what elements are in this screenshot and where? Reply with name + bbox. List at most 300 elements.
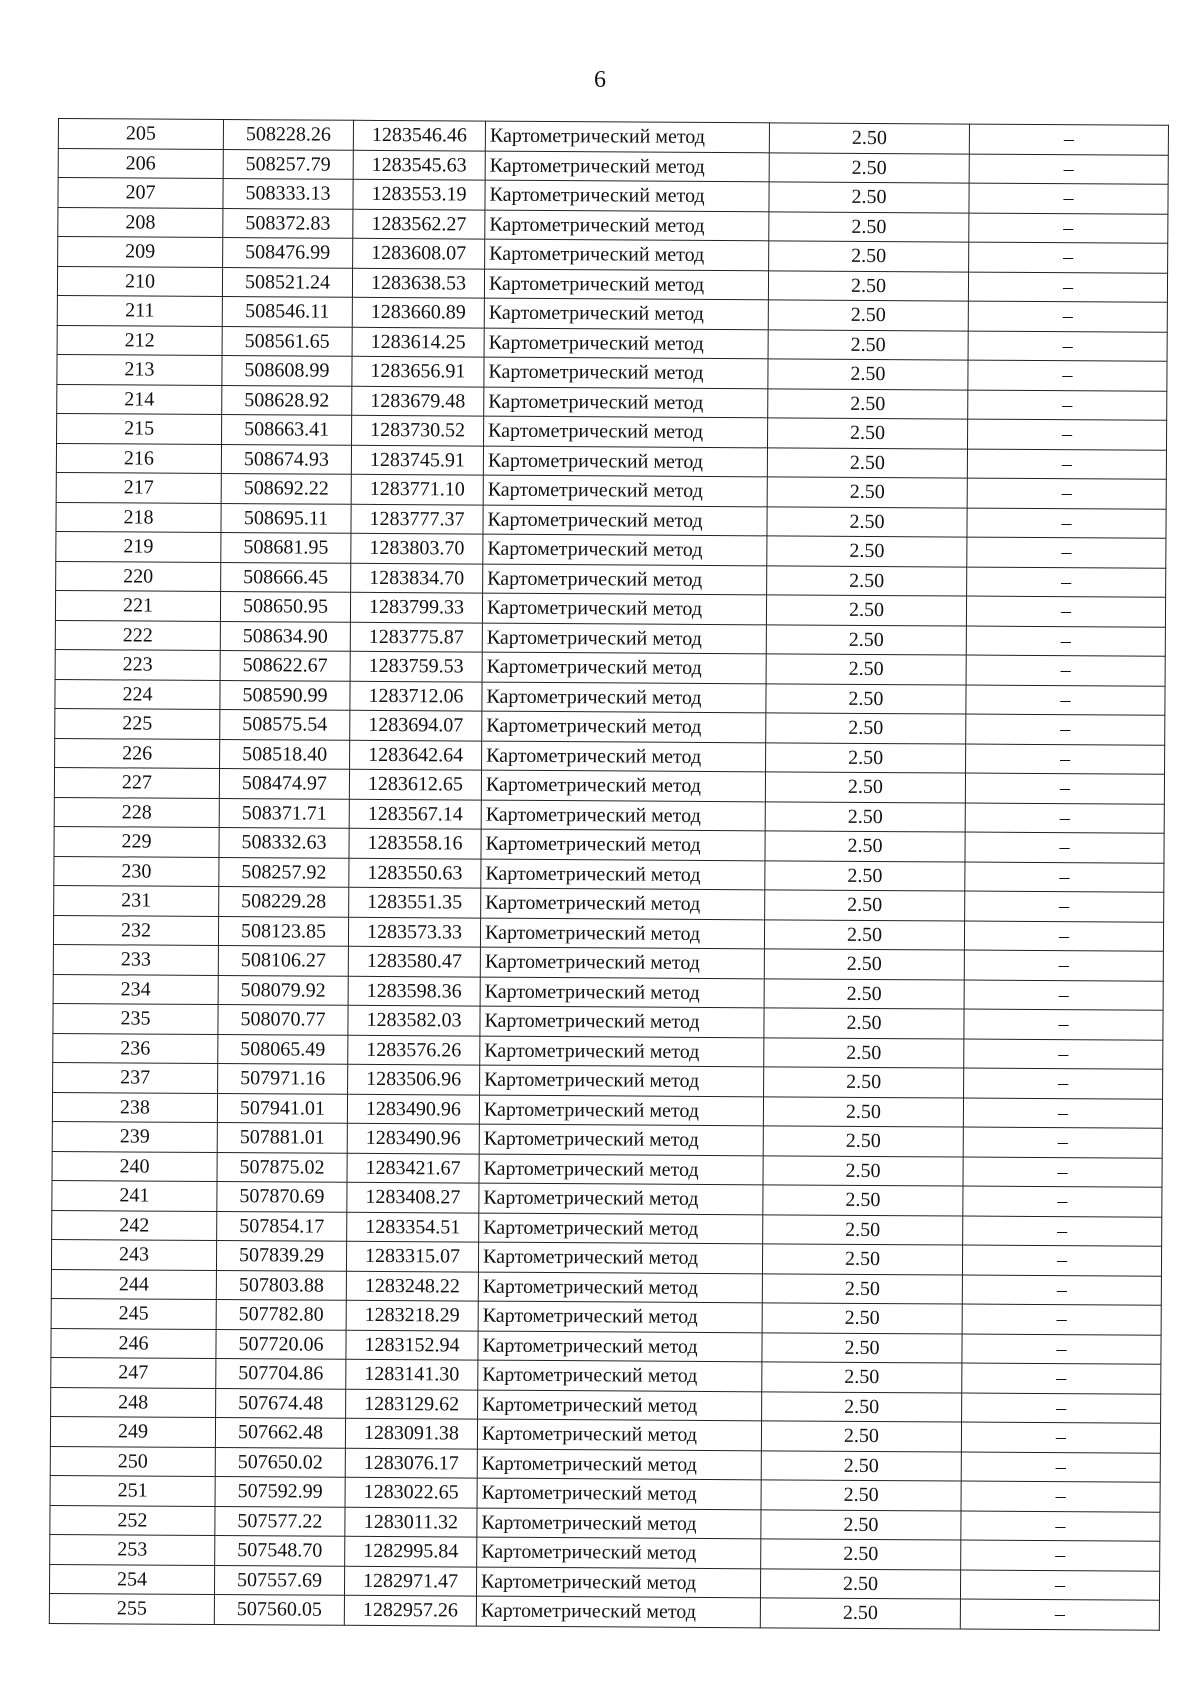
coordinate-x-cell: 508622.67 (220, 651, 350, 681)
coordinate-x-cell: 508333.13 (223, 179, 353, 209)
point-number-cell: 226 (55, 738, 220, 769)
description-cell: – (969, 124, 1168, 155)
accuracy-cell: 2.50 (761, 1421, 961, 1452)
accuracy-cell: 2.50 (766, 683, 966, 714)
point-number-cell: 225 (55, 708, 220, 739)
method-cell: Картометрический метод (479, 1183, 763, 1214)
coordinate-y-cell: 1283011.32 (345, 1507, 477, 1537)
coordinate-y-cell: 1283550.63 (349, 858, 481, 888)
point-number-cell: 214 (57, 384, 222, 415)
accuracy-cell: 2.50 (761, 1450, 961, 1481)
method-cell: Картометрический метод (479, 1124, 763, 1155)
method-cell: Картометрический метод (484, 328, 768, 359)
coordinate-x-cell: 507782.80 (216, 1299, 346, 1329)
coordinate-x-cell: 508634.90 (220, 621, 350, 651)
coordinate-x-cell: 507560.05 (214, 1594, 344, 1624)
description-cell: – (961, 1481, 1160, 1512)
point-number-cell: 243 (51, 1239, 216, 1270)
coordinate-y-cell: 1283315.07 (346, 1241, 478, 1271)
method-cell: Картометрический метод (484, 416, 768, 447)
description-cell: – (968, 331, 1167, 362)
accuracy-cell: 2.50 (764, 949, 964, 980)
coordinate-y-cell: 1283129.62 (346, 1389, 478, 1419)
coordinate-x-cell: 508608.99 (222, 356, 352, 386)
description-cell: – (963, 1098, 1162, 1129)
point-number-cell: 221 (55, 590, 220, 621)
description-cell: – (961, 1422, 1160, 1453)
point-number-cell: 247 (51, 1357, 216, 1388)
method-cell: Картометрический метод (479, 1154, 763, 1185)
coordinate-x-cell: 508692.22 (221, 474, 351, 504)
point-number-cell: 218 (56, 502, 221, 533)
coordinate-x-cell: 507674.48 (216, 1388, 346, 1418)
accuracy-cell: 2.50 (769, 182, 969, 213)
accuracy-cell: 2.50 (762, 1244, 962, 1275)
accuracy-cell: 2.50 (763, 1214, 963, 1245)
point-number-cell: 220 (56, 561, 221, 592)
accuracy-cell: 2.50 (766, 742, 966, 773)
coordinate-y-cell: 1283656.91 (352, 356, 484, 386)
accuracy-cell: 2.50 (768, 300, 968, 331)
description-cell: – (964, 921, 1163, 952)
point-number-cell: 236 (53, 1033, 218, 1064)
point-number-cell: 224 (55, 679, 220, 710)
description-cell: – (962, 1304, 1161, 1335)
description-cell: – (964, 1009, 1163, 1040)
description-cell: – (964, 1068, 1163, 1099)
table-row (49, 1593, 1159, 1629)
accuracy-cell: 2.50 (764, 919, 964, 950)
coordinate-x-cell: 508590.99 (220, 680, 350, 710)
accuracy-cell: 2.50 (762, 1362, 962, 1393)
point-number-cell: 217 (56, 472, 221, 503)
description-cell: – (969, 242, 1168, 273)
description-cell: – (963, 1216, 1162, 1247)
method-cell: Картометрический метод (477, 1449, 761, 1480)
coordinate-x-cell: 508257.92 (219, 857, 349, 887)
coordinate-y-cell: 1283694.07 (350, 710, 482, 740)
coordinate-x-cell: 507704.86 (216, 1358, 346, 1388)
point-number-cell: 231 (54, 885, 219, 916)
coordinate-x-cell: 507854.17 (217, 1211, 347, 1241)
coordinate-x-cell: 507650.02 (215, 1447, 345, 1477)
accuracy-cell: 2.50 (763, 1126, 963, 1157)
point-number-cell: 208 (58, 207, 223, 238)
description-cell: – (966, 714, 1165, 745)
description-cell: – (967, 419, 1166, 450)
point-number-cell: 238 (52, 1092, 217, 1123)
accuracy-cell: 2.50 (767, 565, 967, 596)
method-cell: Картометрический метод (476, 1596, 760, 1627)
method-cell: Картометрический метод (480, 1006, 764, 1037)
accuracy-cell: 2.50 (769, 211, 969, 242)
point-number-cell: 250 (50, 1446, 215, 1477)
method-cell: Картометрический метод (482, 652, 766, 683)
coordinate-y-cell: 1283573.33 (348, 917, 480, 947)
accuracy-cell: 2.50 (762, 1391, 962, 1422)
coordinate-x-cell: 508372.83 (223, 208, 353, 238)
coordinate-y-cell: 1283582.03 (348, 1005, 480, 1035)
description-cell: – (968, 272, 1167, 303)
coordinate-y-cell: 1283598.36 (348, 976, 480, 1006)
accuracy-cell: 2.50 (765, 801, 965, 832)
point-number-cell: 211 (57, 295, 222, 326)
coordinate-y-cell: 1283558.16 (349, 828, 481, 858)
accuracy-cell: 2.50 (763, 1185, 963, 1216)
point-number-cell: 233 (53, 944, 218, 975)
coordinate-y-cell: 1283546.46 (353, 120, 485, 150)
point-number-cell: 235 (53, 1003, 218, 1034)
point-number-cell: 249 (50, 1416, 215, 1447)
coordinate-x-cell: 508070.77 (218, 1004, 348, 1034)
coordinate-y-cell: 1283745.91 (351, 445, 483, 475)
accuracy-cell: 2.50 (762, 1273, 962, 1304)
coordinate-y-cell: 1283759.53 (350, 651, 482, 681)
description-cell: – (961, 1540, 1160, 1571)
coordinate-y-cell: 1283490.96 (347, 1094, 479, 1124)
description-cell: – (962, 1363, 1161, 1394)
coordinates-table (49, 118, 1169, 1630)
method-cell: Картометрический метод (485, 121, 769, 152)
accuracy-cell: 2.50 (761, 1509, 961, 1540)
coordinate-x-cell: 508561.65 (222, 326, 352, 356)
coordinate-x-cell: 507548.70 (215, 1535, 345, 1565)
description-cell: – (961, 1511, 1160, 1542)
description-cell: – (969, 183, 1168, 214)
description-cell: – (962, 1334, 1161, 1365)
accuracy-cell: 2.50 (765, 860, 965, 891)
method-cell: Картометрический метод (481, 859, 765, 890)
coordinate-y-cell: 1283091.38 (345, 1418, 477, 1448)
method-cell: Картометрический метод (478, 1272, 762, 1303)
coordinate-x-cell: 507839.29 (216, 1240, 346, 1270)
coordinate-y-cell: 1283218.29 (346, 1300, 478, 1330)
coordinate-y-cell: 1283803.70 (351, 533, 483, 563)
coordinate-y-cell: 1283775.87 (350, 622, 482, 652)
accuracy-cell: 2.50 (766, 654, 966, 685)
point-number-cell: 246 (51, 1328, 216, 1359)
accuracy-cell: 2.50 (768, 329, 968, 360)
description-cell: – (962, 1393, 1161, 1424)
accuracy-cell: 2.50 (769, 123, 969, 154)
coordinate-y-cell: 1283799.33 (350, 592, 482, 622)
method-cell: Картометрический метод (478, 1390, 762, 1421)
accuracy-cell: 2.50 (769, 241, 969, 272)
coordinate-y-cell: 1282971.47 (344, 1566, 476, 1596)
coordinate-x-cell: 507662.48 (215, 1417, 345, 1447)
coordinate-x-cell: 508065.49 (218, 1034, 348, 1064)
coordinate-y-cell: 1283022.65 (345, 1477, 477, 1507)
accuracy-cell: 2.50 (765, 831, 965, 862)
coordinate-y-cell: 1283408.27 (347, 1182, 479, 1212)
description-cell: – (964, 1039, 1163, 1070)
accuracy-cell: 2.50 (762, 1332, 962, 1363)
coordinate-x-cell: 507971.16 (218, 1063, 348, 1093)
method-cell: Картометрический метод (478, 1301, 762, 1332)
accuracy-cell: 2.50 (761, 1480, 961, 1511)
method-cell: Картометрический метод (485, 151, 769, 182)
method-cell: Картометрический метод (477, 1419, 761, 1450)
point-number-cell: 237 (53, 1062, 218, 1093)
method-cell: Картометрический метод (476, 1567, 760, 1598)
description-cell: – (965, 803, 1164, 834)
point-number-cell: 207 (58, 178, 223, 209)
coordinate-y-cell: 1283834.70 (351, 563, 483, 593)
coordinate-y-cell: 1283638.53 (352, 268, 484, 298)
accuracy-cell: 2.50 (769, 152, 969, 183)
coordinate-x-cell: 507881.01 (217, 1122, 347, 1152)
method-cell: Картометрический метод (482, 593, 766, 624)
accuracy-cell: 2.50 (768, 388, 968, 419)
coordinate-y-cell: 1283545.63 (353, 150, 485, 180)
description-cell: – (967, 567, 1166, 598)
description-cell: – (968, 301, 1167, 332)
description-cell: – (966, 655, 1165, 686)
method-cell: Картометрический метод (483, 564, 767, 595)
method-cell: Картометрический метод (480, 1065, 764, 1096)
accuracy-cell: 2.50 (764, 1037, 964, 1068)
coordinate-y-cell: 1282957.26 (344, 1595, 476, 1625)
accuracy-cell: 2.50 (763, 1096, 963, 1127)
description-cell: – (965, 773, 1164, 804)
accuracy-cell: 2.50 (766, 713, 966, 744)
method-cell: Картометрический метод (478, 1331, 762, 1362)
coordinate-x-cell: 507592.99 (215, 1476, 345, 1506)
description-cell: – (961, 1452, 1160, 1483)
point-number-cell: 242 (52, 1210, 217, 1241)
coordinate-x-cell: 508476.99 (223, 238, 353, 268)
point-number-cell: 213 (57, 354, 222, 385)
method-cell: Картометрический метод (482, 623, 766, 654)
description-cell: – (966, 596, 1165, 627)
description-cell: – (967, 478, 1166, 509)
coordinate-y-cell: 1283614.25 (352, 327, 484, 357)
point-number-cell: 244 (51, 1269, 216, 1300)
method-cell: Картометрический метод (480, 947, 764, 978)
method-cell: Картометрический метод (478, 1360, 762, 1391)
coordinate-x-cell: 508106.27 (218, 945, 348, 975)
accuracy-cell: 2.50 (765, 772, 965, 803)
description-cell: – (966, 626, 1165, 657)
point-number-cell: 254 (49, 1564, 214, 1595)
method-cell: Картометрический метод (480, 918, 764, 949)
accuracy-cell: 2.50 (766, 624, 966, 655)
coordinate-x-cell: 507577.22 (215, 1506, 345, 1536)
point-number-cell: 232 (53, 915, 218, 946)
point-number-cell: 209 (58, 237, 223, 268)
point-number-cell: 222 (55, 620, 220, 651)
method-cell: Картометрический метод (485, 210, 769, 241)
coordinate-x-cell: 508663.41 (222, 415, 352, 445)
method-cell: Картометрический метод (485, 239, 769, 270)
description-cell: – (969, 154, 1168, 185)
description-cell: – (960, 1599, 1159, 1630)
description-cell: – (962, 1245, 1161, 1276)
description-cell: – (968, 390, 1167, 421)
coordinate-y-cell: 1283730.52 (352, 415, 484, 445)
point-number-cell: 230 (54, 856, 219, 887)
coordinate-y-cell: 1283660.89 (352, 297, 484, 327)
method-cell: Картометрический метод (477, 1478, 761, 1509)
coordinate-x-cell: 508650.95 (220, 592, 350, 622)
point-number-cell: 248 (51, 1387, 216, 1418)
point-number-cell: 219 (56, 531, 221, 562)
coordinate-y-cell: 1283771.10 (351, 474, 483, 504)
accuracy-cell: 2.50 (763, 1155, 963, 1186)
coordinate-y-cell: 1283076.17 (345, 1448, 477, 1478)
coordinate-x-cell: 507941.01 (217, 1093, 347, 1123)
coordinate-y-cell: 1283567.14 (349, 799, 481, 829)
method-cell: Картометрический метод (481, 770, 765, 801)
method-cell: Картометрический метод (484, 357, 768, 388)
accuracy-cell: 2.50 (762, 1303, 962, 1334)
description-cell: – (969, 213, 1168, 244)
coordinate-x-cell: 507557.69 (214, 1565, 344, 1595)
accuracy-cell: 2.50 (764, 1008, 964, 1039)
coordinate-x-cell: 508474.97 (219, 768, 349, 798)
method-cell: Картометрический метод (485, 180, 769, 211)
point-number-cell: 241 (52, 1180, 217, 1211)
coordinate-x-cell: 508332.63 (219, 827, 349, 857)
description-cell: – (967, 537, 1166, 568)
description-cell: – (963, 1157, 1162, 1188)
point-number-cell: 223 (55, 649, 220, 680)
point-number-cell: 253 (50, 1534, 215, 1565)
method-cell: Картометрический метод (478, 1242, 762, 1273)
coordinate-x-cell: 508257.79 (223, 149, 353, 179)
accuracy-cell: 2.50 (767, 536, 967, 567)
coordinate-x-cell: 507870.69 (217, 1181, 347, 1211)
method-cell: Картометрический метод (483, 534, 767, 565)
page-number: 6 (594, 67, 606, 93)
point-number-cell: 206 (58, 148, 223, 179)
coordinate-x-cell: 508681.95 (221, 533, 351, 563)
point-number-cell: 234 (53, 974, 218, 1005)
coordinate-y-cell: 1283642.64 (350, 740, 482, 770)
coordinate-x-cell: 508666.45 (221, 562, 351, 592)
description-cell: – (963, 1186, 1162, 1217)
description-cell: – (966, 685, 1165, 716)
method-cell: Картометрический метод (480, 1036, 764, 1067)
coordinate-y-cell: 1283608.07 (353, 238, 485, 268)
description-cell: – (965, 832, 1164, 863)
accuracy-cell: 2.50 (767, 506, 967, 537)
method-cell: Картометрический метод (484, 269, 768, 300)
accuracy-cell: 2.50 (768, 359, 968, 390)
coordinate-y-cell: 1282995.84 (345, 1536, 477, 1566)
coordinate-x-cell: 508628.92 (222, 385, 352, 415)
coordinate-y-cell: 1283551.35 (349, 887, 481, 917)
coordinate-x-cell: 507720.06 (216, 1329, 346, 1359)
coordinate-y-cell: 1283679.48 (352, 386, 484, 416)
accuracy-cell: 2.50 (765, 890, 965, 921)
method-cell: Картометрический метод (482, 741, 766, 772)
method-cell: Картометрический метод (479, 1095, 763, 1126)
coordinate-x-cell: 508518.40 (220, 739, 350, 769)
accuracy-cell: 2.50 (768, 418, 968, 449)
point-number-cell: 228 (54, 797, 219, 828)
coordinate-x-cell: 508546.11 (222, 297, 352, 327)
point-number-cell: 252 (50, 1505, 215, 1536)
method-cell: Картометрический метод (481, 888, 765, 919)
accuracy-cell: 2.50 (764, 1067, 964, 1098)
method-cell: Картометрический метод (484, 387, 768, 418)
coordinate-x-cell: 508123.85 (218, 916, 348, 946)
coordinates-table-body (49, 119, 1168, 1630)
coordinate-x-cell: 508674.93 (221, 444, 351, 474)
point-number-cell: 216 (56, 443, 221, 474)
point-number-cell: 210 (57, 266, 222, 297)
method-cell: Картометрический метод (477, 1537, 761, 1568)
accuracy-cell: 2.50 (761, 1539, 961, 1570)
coordinate-y-cell: 1283354.51 (347, 1212, 479, 1242)
method-cell: Картометрический метод (483, 505, 767, 536)
coordinate-y-cell: 1283421.67 (347, 1153, 479, 1183)
accuracy-cell: 2.50 (764, 978, 964, 1009)
coordinate-x-cell: 508695.11 (221, 503, 351, 533)
coordinate-y-cell: 1283248.22 (346, 1271, 478, 1301)
point-number-cell: 240 (52, 1151, 217, 1182)
coordinate-y-cell: 1283490.96 (347, 1123, 479, 1153)
coordinate-x-cell: 507875.02 (217, 1152, 347, 1182)
description-cell: – (968, 360, 1167, 391)
point-number-cell: 255 (49, 1593, 214, 1624)
description-cell: – (964, 980, 1163, 1011)
method-cell: Картометрический метод (482, 711, 766, 742)
description-cell: – (967, 508, 1166, 539)
accuracy-cell: 2.50 (768, 270, 968, 301)
accuracy-cell: 2.50 (766, 595, 966, 626)
coordinate-y-cell: 1283580.47 (348, 946, 480, 976)
method-cell: Картометрический метод (481, 829, 765, 860)
description-cell: – (965, 891, 1164, 922)
method-cell: Картометрический метод (477, 1508, 761, 1539)
accuracy-cell: 2.50 (760, 1598, 960, 1629)
point-number-cell: 239 (52, 1121, 217, 1152)
description-cell: – (960, 1570, 1159, 1601)
accuracy-cell: 2.50 (767, 477, 967, 508)
method-cell: Картометрический метод (483, 446, 767, 477)
description-cell: – (963, 1127, 1162, 1158)
coordinate-y-cell: 1283152.94 (346, 1330, 478, 1360)
description-cell: – (967, 449, 1166, 480)
accuracy-cell: 2.50 (767, 447, 967, 478)
coordinate-y-cell: 1283576.26 (348, 1035, 480, 1065)
method-cell: Картометрический метод (481, 800, 765, 831)
point-number-cell: 245 (51, 1298, 216, 1329)
point-number-cell: 215 (57, 413, 222, 444)
coordinate-y-cell: 1283506.96 (348, 1064, 480, 1094)
method-cell: Картометрический метод (483, 475, 767, 506)
coordinate-x-cell: 508521.24 (222, 267, 352, 297)
method-cell: Картометрический метод (482, 682, 766, 713)
point-number-cell: 212 (57, 325, 222, 356)
coordinate-x-cell: 508228.26 (223, 120, 353, 150)
description-cell: – (962, 1275, 1161, 1306)
accuracy-cell: 2.50 (760, 1568, 960, 1599)
coordinate-x-cell: 508371.71 (219, 798, 349, 828)
coordinate-y-cell: 1283553.19 (353, 179, 485, 209)
coordinate-y-cell: 1283712.06 (350, 681, 482, 711)
coordinate-x-cell: 508575.54 (220, 709, 350, 739)
coordinate-y-cell: 1283141.30 (346, 1359, 478, 1389)
coordinate-y-cell: 1283612.65 (349, 769, 481, 799)
coordinate-y-cell: 1283562.27 (353, 209, 485, 239)
point-number-cell: 227 (54, 767, 219, 798)
coordinate-y-cell: 1283777.37 (351, 504, 483, 534)
description-cell: – (965, 862, 1164, 893)
coordinate-x-cell: 507803.88 (216, 1270, 346, 1300)
